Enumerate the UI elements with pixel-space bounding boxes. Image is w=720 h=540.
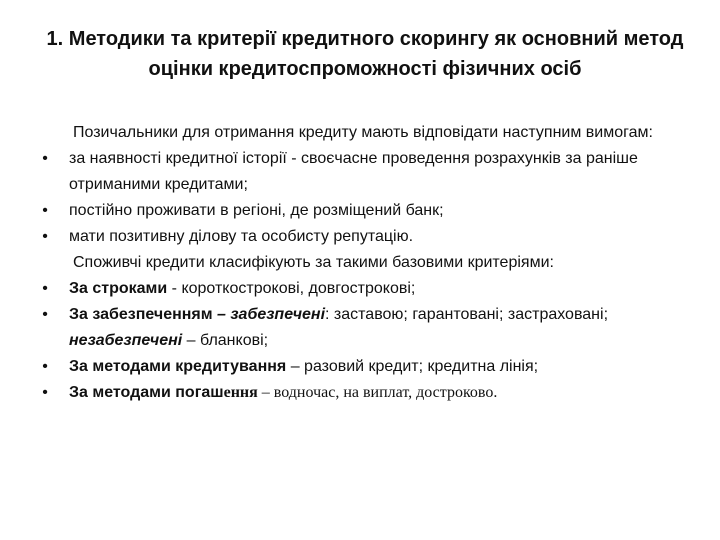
criterion-label: За методами погаш xyxy=(69,384,224,401)
criterion-label-tail: ення xyxy=(223,384,258,401)
criterion-text: – водночас, на виплат, достроково. xyxy=(257,384,498,401)
bullet-icon: • xyxy=(42,358,48,375)
secured-types: : заставою; гарантовані; застраховані; xyxy=(325,306,609,323)
unsecured-types: – бланкові; xyxy=(182,332,269,349)
bullet-icon: • xyxy=(42,228,48,245)
criterion-label: За забезпеченням xyxy=(69,306,213,323)
bullet-icon: • xyxy=(42,150,48,167)
bullet-icon: • xyxy=(42,280,48,297)
criterion-label: За методами кредитування xyxy=(69,358,287,375)
bullet-icon: • xyxy=(42,306,48,323)
requirement-text: постійно проживати в регіоні, де розміщений банк; xyxy=(69,202,444,219)
unsecured-term: незабезпечені xyxy=(69,332,183,349)
secured-term: забезпечені xyxy=(230,306,326,323)
requirements-intro: Позичальники для отримання кредиту мають відповідати наступним вимогам: xyxy=(73,124,653,141)
list-item xyxy=(40,276,700,302)
criterion-dash: – xyxy=(212,306,231,323)
slide-content xyxy=(40,120,700,406)
bullet-icon: • xyxy=(42,202,48,219)
criterion-text: – разовий кредит; кредитна лінія; xyxy=(286,358,539,375)
bullet-icon: • xyxy=(42,384,48,401)
list-item xyxy=(40,302,700,354)
list-item xyxy=(40,146,700,198)
classification-intro: Споживчі кредити класифікують за такими базовими критеріями: xyxy=(73,254,554,271)
list-item xyxy=(40,380,700,406)
list-item xyxy=(40,198,700,224)
requirement-text: за наявності кредитної історії - своєчасне проведення розрахунків за раніше отриманими кредитами; xyxy=(69,150,638,193)
requirement-text: мати позитивну ділову та особисту репутацію. xyxy=(69,228,414,245)
slide-title: 1. Методики та критерії кредитного скорингу як основний метод оцінки кредитоспроможності фізичних осіб xyxy=(46,28,684,80)
criterion-label: За строками xyxy=(69,280,168,297)
list-item xyxy=(40,224,700,250)
criterion-text: - короткострокові, довгострокові; xyxy=(167,280,416,297)
list-item xyxy=(40,354,700,380)
